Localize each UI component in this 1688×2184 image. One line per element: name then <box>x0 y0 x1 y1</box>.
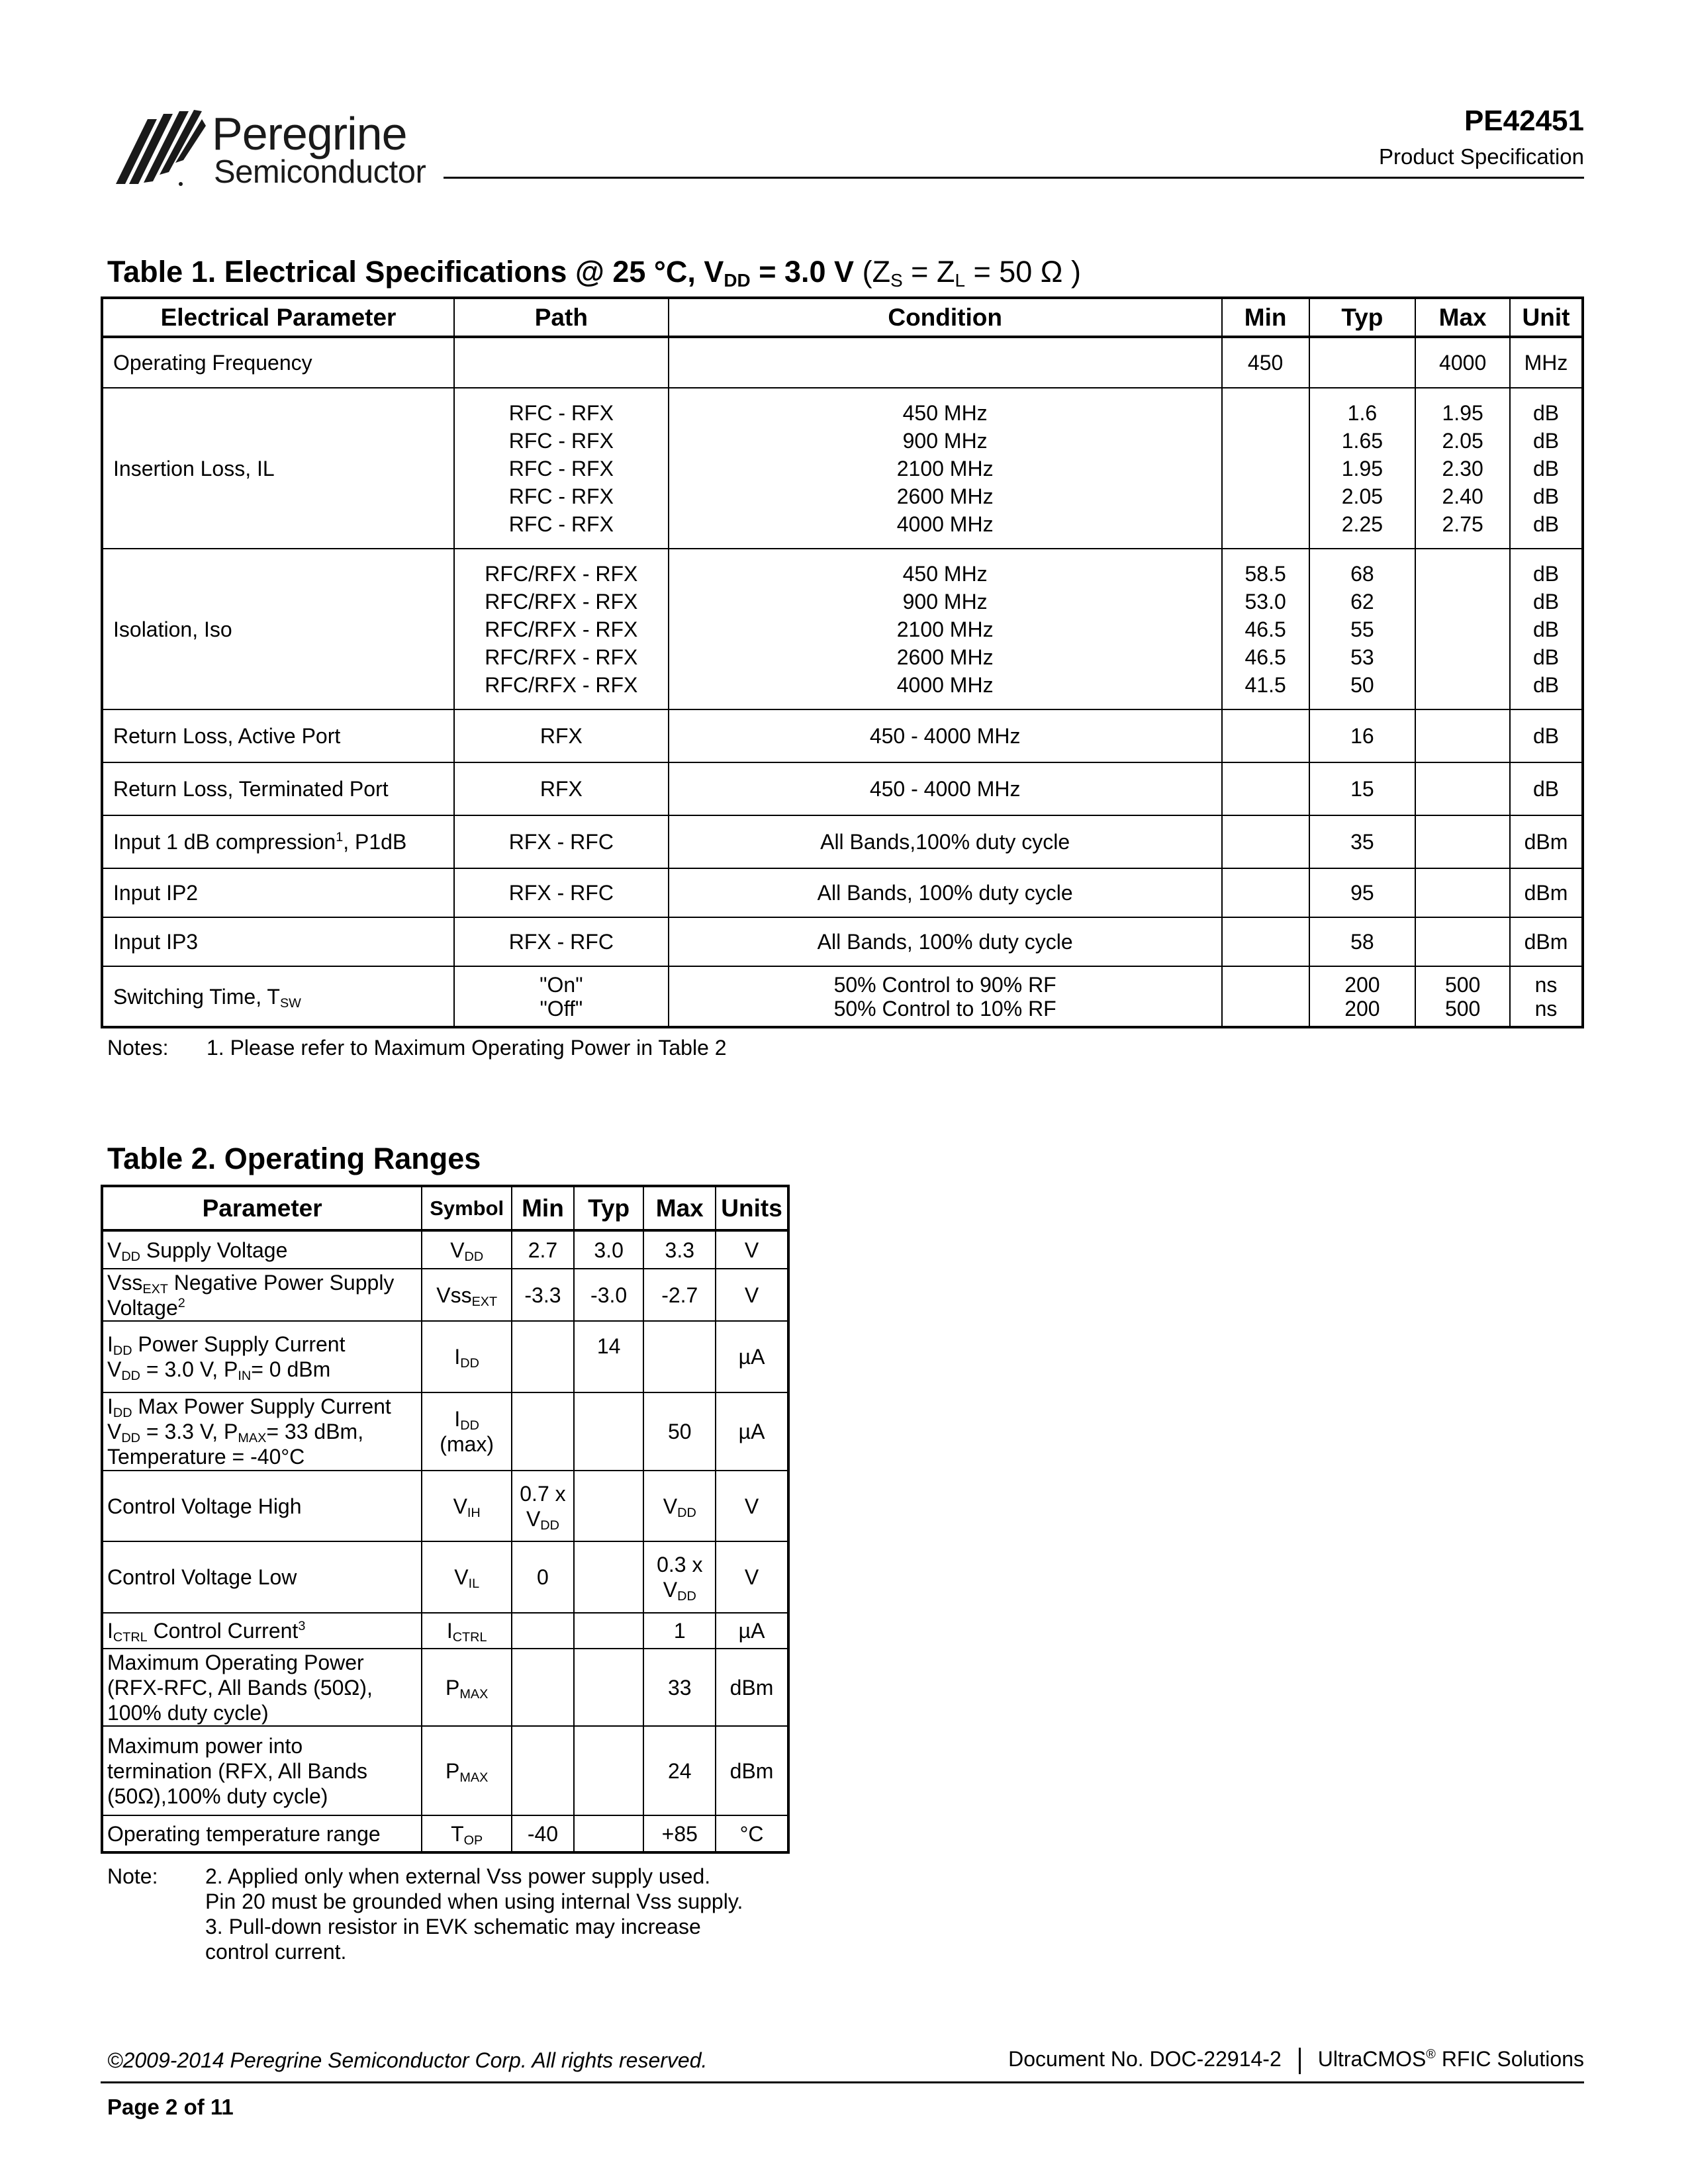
cell-param: Maximum Operating Power (RFX-RFC, All Bands (50Ω), 100% duty cycle) <box>102 1649 422 1726</box>
table-row <box>102 709 1583 762</box>
table1-notes <box>107 1036 727 1060</box>
cell-condition: All Bands, 100% duty cycle <box>669 917 1222 966</box>
cell-param: Operating Frequency <box>102 337 454 388</box>
cell-unit: dBm <box>716 1649 788 1726</box>
cell-unit: V <box>716 1541 788 1613</box>
cell-symbol: $I_{DD}$ <box>422 1321 512 1392</box>
cell-min <box>512 1321 574 1392</box>
cell-max: -2.7 <box>643 1269 716 1321</box>
cell-path <box>454 337 668 388</box>
notes-label: Note: <box>107 1864 158 1888</box>
table-row <box>102 1269 788 1321</box>
note-text: 1. Please refer to Maximum Operating Power in Table 2 <box>207 1036 727 1060</box>
table-row <box>102 337 1583 388</box>
cell-param: Return Loss, Active Port <box>102 709 454 762</box>
table-header-row <box>102 298 1583 337</box>
table-row <box>102 1649 788 1726</box>
col-header-parameter: Electrical Parameter <box>102 298 454 337</box>
cell-unit: dBm <box>1510 868 1583 917</box>
cell-path: RFC - RFX RFC - RFX RFC - RFX RFC - RFX RFC - RFX <box>454 388 668 549</box>
cell-unit: ns ns <box>1510 966 1583 1027</box>
col-header-path: Path <box>454 298 668 337</box>
cell-typ <box>1309 337 1416 388</box>
cell-typ: 35 <box>1309 815 1416 868</box>
table-row <box>102 966 1583 1027</box>
table-row <box>102 917 1583 966</box>
cell-max <box>1415 549 1510 709</box>
footer-divider <box>101 2081 1584 2083</box>
cell-param: Input 1 dB compression$^1$, P1dB <box>102 815 454 868</box>
cell-unit: V <box>716 1471 788 1541</box>
cell-unit: V <box>716 1269 788 1321</box>
logo-text-primary: Peregrine <box>212 108 407 159</box>
logo-text-secondary: Semiconductor <box>214 154 426 190</box>
cell-typ: 68 62 55 53 50 <box>1309 549 1416 709</box>
cell-param: Maximum power into termination (RFX, All Bands (50Ω),100% duty cycle) <box>102 1726 422 1815</box>
cell-symbol: $V_{IH}$ <box>422 1471 512 1541</box>
cell-symbol: Vss$_{EXT}$ <box>422 1269 512 1321</box>
cell-max: 1 <box>643 1613 716 1649</box>
cell-max <box>643 1321 716 1392</box>
table-header-row <box>102 1186 788 1230</box>
cell-min <box>512 1726 574 1815</box>
cell-param: $V_{DD}$ Supply Voltage <box>102 1230 422 1269</box>
col-header-units: Units <box>716 1186 788 1230</box>
cell-typ <box>574 1471 644 1541</box>
cell-param: Input IP3 <box>102 917 454 966</box>
cell-max: 33 <box>643 1649 716 1726</box>
col-header-parameter: Parameter <box>102 1186 422 1230</box>
cell-max: 4000 <box>1415 337 1510 388</box>
cell-condition: 450 - 4000 MHz <box>669 709 1222 762</box>
cell-max: 1.95 2.05 2.30 2.40 2.75 <box>1415 388 1510 549</box>
cell-param: Control Voltage Low <box>102 1541 422 1613</box>
note-text: 2. Applied only when external Vss power supply used. Pin 20 must be grounded when using internal Vss supply. 3. Pull-down resistor in EVK schematic may increase control current. <box>205 1864 743 1964</box>
company-logo <box>109 99 426 192</box>
cell-max: 500 500 <box>1415 966 1510 1027</box>
cell-typ: 16 <box>1309 709 1416 762</box>
cell-unit: V <box>716 1230 788 1269</box>
cell-condition: 450 MHz 900 MHz 2100 MHz 2600 MHz 4000 MHz <box>669 388 1222 549</box>
cell-typ <box>574 1649 644 1726</box>
table-row <box>102 1471 788 1541</box>
document-type: Product Specification <box>1378 144 1584 169</box>
document-number: Document No. DOC-22914-2 <box>1008 2047 1282 2071</box>
cell-param: Return Loss, Terminated Port <box>102 762 454 815</box>
table-row <box>102 549 1583 709</box>
table-row <box>102 1541 788 1613</box>
cell-condition <box>669 337 1222 388</box>
cell-max <box>1415 709 1510 762</box>
table-row <box>102 1392 788 1471</box>
cell-unit: MHz <box>1510 337 1583 388</box>
cell-min <box>1222 709 1309 762</box>
cell-min <box>512 1649 574 1726</box>
table1-title: Table 1. Electrical Specifications @ 25 °C, $V_{DD} = 3.0$ V ($Z_S = Z_L = 50$ Ω ) <box>107 255 1081 291</box>
solutions-label: UltraCMOS® RFIC Solutions <box>1317 2047 1584 2071</box>
cell-max: 0.3 x $V_{DD}$ <box>643 1541 716 1613</box>
cell-typ <box>574 1726 644 1815</box>
cell-path: RFC/RFX - RFX RFC/RFX - RFX RFC/RFX - RFX RFC/RFX - RFX RFC/RFX - RFX <box>454 549 668 709</box>
cell-max <box>1415 917 1510 966</box>
cell-min <box>1222 815 1309 868</box>
cell-symbol: $P_{MAX}$ <box>422 1726 512 1815</box>
copyright-text: ©2009-2014 Peregrine Semiconductor Corp. All rights reserved. <box>107 2048 708 2072</box>
cell-max <box>1415 868 1510 917</box>
cell-condition: 50% Control to 90% RF 50% Control to 10% RF <box>669 966 1222 1027</box>
cell-min <box>1222 966 1309 1027</box>
notes-label: Notes: <box>107 1036 169 1060</box>
cell-path: RFX - RFC <box>454 917 668 966</box>
cell-param: Switching Time, $T_{SW}$ <box>102 966 454 1027</box>
cell-max: +85 <box>643 1815 716 1852</box>
table-row <box>102 1726 788 1815</box>
cell-typ <box>574 1392 644 1471</box>
page-number: Page 2 of 11 <box>107 2095 234 2119</box>
cell-param: Input IP2 <box>102 868 454 917</box>
table-row <box>102 388 1583 549</box>
cell-max: 50 <box>643 1392 716 1471</box>
table-row <box>102 815 1583 868</box>
cell-typ <box>574 1613 644 1649</box>
cell-typ: 58 <box>1309 917 1416 966</box>
table-row <box>102 1321 788 1392</box>
table-row <box>102 1613 788 1649</box>
cell-path: RFX - RFC <box>454 868 668 917</box>
cell-unit: dB dB dB dB dB <box>1510 388 1583 549</box>
cell-min: 0.7 x $V_{DD}$ <box>512 1471 574 1541</box>
cell-unit: µA <box>716 1392 788 1471</box>
cell-min: 450 <box>1222 337 1309 388</box>
cell-unit: dB dB dB dB dB <box>1510 549 1583 709</box>
cell-unit: dBm <box>1510 917 1583 966</box>
cell-typ: 200 200 <box>1309 966 1416 1027</box>
falcon-logo-icon <box>109 99 209 192</box>
table-row <box>102 762 1583 815</box>
cell-param: $I_{DD}$ Power Supply Current $V_{DD} = 3.0$ V, $P_{IN}= 0$ dBm <box>102 1321 422 1392</box>
cell-symbol: $I_{DD}$ (max) <box>422 1392 512 1471</box>
cell-path: "On" "Off" <box>454 966 668 1027</box>
cell-param: Insertion Loss, IL <box>102 388 454 549</box>
table-row <box>102 1230 788 1269</box>
cell-symbol: $P_{MAX}$ <box>422 1649 512 1726</box>
cell-min <box>512 1613 574 1649</box>
cell-max <box>1415 815 1510 868</box>
cell-typ: 14 <box>574 1321 644 1392</box>
cell-typ: 95 <box>1309 868 1416 917</box>
cell-min: 0 <box>512 1541 574 1613</box>
electrical-specifications-table <box>101 296 1584 1028</box>
col-header-min: Min <box>1222 298 1309 337</box>
cell-typ <box>574 1815 644 1852</box>
table2-title: Table 2. Operating Ranges <box>107 1142 481 1175</box>
cell-min: -3.3 <box>512 1269 574 1321</box>
col-header-max: Max <box>643 1186 716 1230</box>
cell-unit: dB <box>1510 762 1583 815</box>
cell-param: Isolation, Iso <box>102 549 454 709</box>
cell-max: $V_{DD}$ <box>643 1471 716 1541</box>
cell-max: 3.3 <box>643 1230 716 1269</box>
col-header-unit: Unit <box>1510 298 1583 337</box>
table-row <box>102 1815 788 1852</box>
cell-symbol: $T_{OP}$ <box>422 1815 512 1852</box>
cell-unit: dBm <box>1510 815 1583 868</box>
header-divider <box>444 177 1584 179</box>
cell-min <box>1222 388 1309 549</box>
cell-typ: -3.0 <box>574 1269 644 1321</box>
footer-separator <box>1299 2048 1301 2074</box>
cell-min: 58.5 53.0 46.5 46.5 41.5 <box>1222 549 1309 709</box>
cell-path: RFX - RFC <box>454 815 668 868</box>
cell-unit: µA <box>716 1613 788 1649</box>
cell-path: RFX <box>454 762 668 815</box>
footer-document-info <box>1008 2047 1584 2074</box>
cell-unit: dB <box>1510 709 1583 762</box>
cell-typ: 1.6 1.65 1.95 2.05 2.25 <box>1309 388 1416 549</box>
cell-path: RFX <box>454 709 668 762</box>
col-header-condition: Condition <box>669 298 1222 337</box>
col-header-max: Max <box>1415 298 1510 337</box>
cell-param: Control Voltage High <box>102 1471 422 1541</box>
cell-min <box>512 1392 574 1471</box>
cell-param: Operating temperature range <box>102 1815 422 1852</box>
cell-param: Vss$_{EXT}$ Negative Power Supply Voltage$^2$ <box>102 1269 422 1321</box>
cell-typ: 15 <box>1309 762 1416 815</box>
cell-max: 24 <box>643 1726 716 1815</box>
cell-unit: °C <box>716 1815 788 1852</box>
operating-ranges-table <box>101 1185 790 1854</box>
col-header-typ: Typ <box>574 1186 644 1230</box>
cell-typ: 3.0 <box>574 1230 644 1269</box>
cell-condition: All Bands,100% duty cycle <box>669 815 1222 868</box>
cell-param: $I_{DD}$ Max Power Supply Current $V_{DD} = 3.3$ V, $P_{MAX}= 33$ dBm, Temperature = -40°C <box>102 1392 422 1471</box>
cell-condition: All Bands, 100% duty cycle <box>669 868 1222 917</box>
cell-unit: dBm <box>716 1726 788 1815</box>
cell-typ <box>574 1541 644 1613</box>
cell-unit: µA <box>716 1321 788 1392</box>
document-part-number: PE42451 <box>1464 105 1584 137</box>
cell-min: 2.7 <box>512 1230 574 1269</box>
cell-condition: 450 - 4000 MHz <box>669 762 1222 815</box>
cell-max <box>1415 762 1510 815</box>
table-row <box>102 868 1583 917</box>
cell-condition: 450 MHz 900 MHz 2100 MHz 2600 MHz 4000 MHz <box>669 549 1222 709</box>
col-header-min: Min <box>512 1186 574 1230</box>
col-header-symbol: Symbol <box>422 1186 512 1230</box>
cell-symbol: $V_{DD}$ <box>422 1230 512 1269</box>
cell-min: -40 <box>512 1815 574 1852</box>
cell-min <box>1222 762 1309 815</box>
cell-symbol: $I_{CTRL}$ <box>422 1613 512 1649</box>
col-header-typ: Typ <box>1309 298 1416 337</box>
cell-min <box>1222 868 1309 917</box>
cell-symbol: $V_{IL}$ <box>422 1541 512 1613</box>
cell-min <box>1222 917 1309 966</box>
cell-param: $I_{CTRL}$ Control Current$^3$ <box>102 1613 422 1649</box>
